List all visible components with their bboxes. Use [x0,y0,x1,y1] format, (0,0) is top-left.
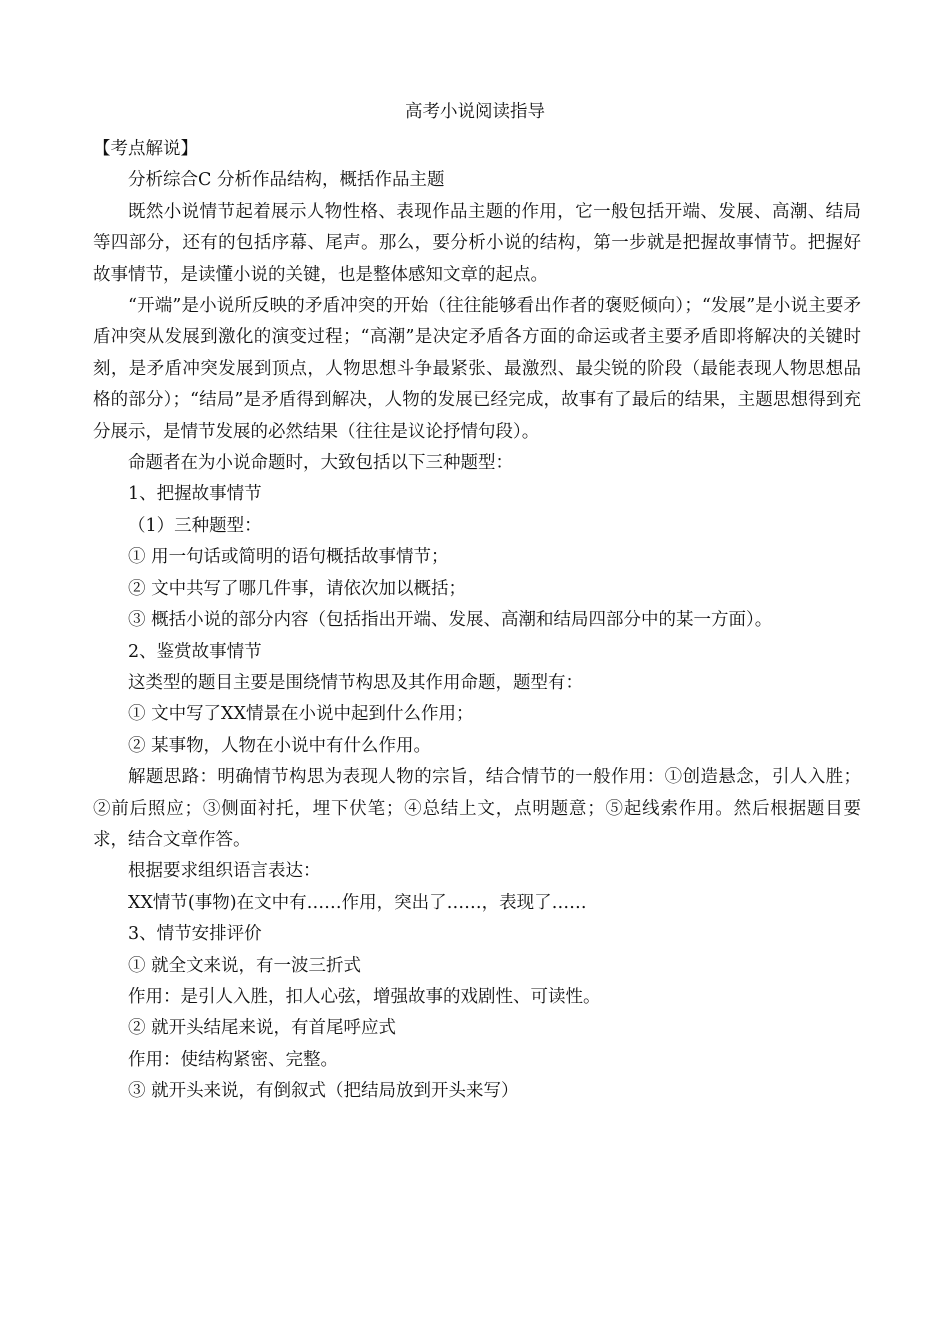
paragraph-list [93,165,861,1107]
paragraph: ① 用一句话或简明的语句概括故事情节； [128,547,449,568]
document-body [93,134,861,1108]
paragraph: ② 就开头结尾来说，有首尾呼应式 [128,1018,397,1039]
paragraph: 解题思路：明确情节构思为表现人物的宗旨，结合情节的一般作用：①创造悬念，引人入胜；②前后照应；③侧面衬托，埋下伏笔；④总结上文，点明题意；⑤起线索作用。然后根据题目要求，结合文章作答。 [93,767,861,850]
paragraph: 3、情节安排评价 [128,924,262,945]
paragraph: 1、把握故事情节 [128,484,262,505]
paragraph: （1）三种题型： [128,515,262,536]
paragraph: ② 某事物，人物在小说中有什么作用。 [128,735,432,756]
paragraph: 作用：是引人入胜，扣人心弦，增强故事的戏剧性、可读性。 [128,986,601,1007]
paragraph: ① 就全文来说，有一波三折式 [128,955,362,976]
paragraph: “开端”是小说所反映的矛盾冲突的开始（往往能够看出作者的褒贬倾向）；“发展”是小说主要矛盾冲突从发展到激化的演变过程；“高潮”是决定矛盾各方面的命运或者主要矛盾即将解决的关键时刻，是矛盾冲突发展到顶点，人物思想斗争最紧张、最激烈、最尖锐的阶段（最能表现人物思想品格的部分）；“结局”是矛盾得到解决，人物的发展已经完成，故事有了最后的结果，主题思想得到充分展示，是情节发展的必然结果（往往是议论抒情句段）。 [93,296,861,442]
paragraph: ③ 概括小说的部分内容（包括指出开端、发展、高潮和结局四部分中的某一方面）。 [128,610,773,631]
paragraph: ③ 就开头来说，有倒叙式（把结局放到开头来写） [128,1081,519,1102]
paragraph: 这类型的题目主要是围绕情节构思及其作用命题，题型有： [128,672,583,693]
paragraph: 既然小说情节起着展示人物性格、表现作品主题的作用，它一般包括开端、发展、高潮、结局等四部分，还有的包括序幕、尾声。那么，要分析小说的结构，第一步就是把握故事情节。把握好故事情节，是读懂小说的关键，也是整体感知文章的起点。 [93,201,861,285]
paragraph: ① 文中写了XX情景在小说中起到什么作用； [128,704,474,725]
paragraph: 作用：使结构紧密、完整。 [128,1049,338,1070]
paragraph: 根据要求组织语言表达： [128,861,321,882]
paragraph: 2、鉴赏故事情节 [128,641,262,662]
section-heading: 【考点解说】 [93,139,198,159]
paragraph: ② 文中共写了哪几件事，请依次加以概括； [128,578,467,599]
document-title: 高考小说阅读指导 [405,102,545,122]
paragraph: XX情节(事物)在文中有……作用，突出了……，表现了…… [128,892,587,913]
paragraph: 分析综合C 分析作品结构，概括作品主题 [128,170,445,191]
paragraph: 命题者在为小说命题时，大致包括以下三种题型： [128,453,513,474]
